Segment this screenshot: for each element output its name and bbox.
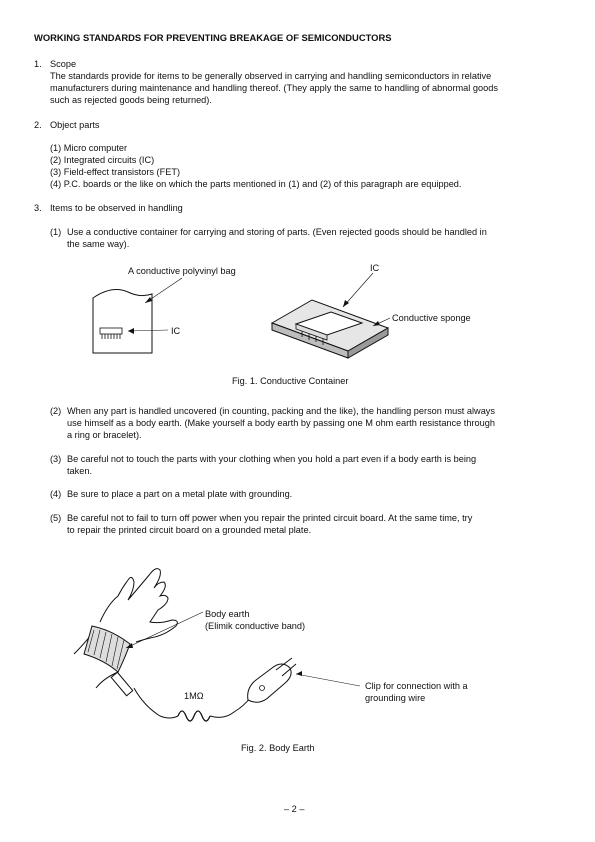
ground-wire-right [210,698,250,717]
label-body-earth: Body earth [205,609,250,619]
label-conductive-bag: A conductive polyvinyl bag [128,266,236,276]
section-2-number: 2. [34,120,42,130]
item-4-number: (4) [50,489,62,499]
item-1-line: the same way). [67,239,130,249]
body-earth-leader-line [126,612,203,648]
band-connector [111,672,133,696]
section-1-line: such as rejected goods being returned). [50,95,212,105]
polyvinyl-bag-shape [93,290,152,353]
conductive-wrist-band [84,626,130,672]
section-1-line: manufacturers during maintenance and handling thereof. (They apply the same to handling of abnormal goods [50,83,498,93]
ic-pins [102,334,120,339]
resistor-1mohm [178,711,210,721]
item-2-line: a ring or bracelet). [67,430,142,440]
item-5-line: to repair the printed circuit board on a grounded metal plate. [67,525,312,535]
section-2-item: (1) Micro computer [50,143,128,153]
section-2-item: (3) Field-effect transistors (FET) [50,167,181,177]
figure-1-caption: Fig. 1. Conductive Container [232,376,349,386]
clip-leader-line [296,674,360,686]
page-title: WORKING STANDARDS FOR PREVENTING BREAKAGE OF SEMICONDUCTORS [34,32,392,43]
label-body-earth-sub: (Elimik conductive band) [205,621,306,631]
section-1-heading: Scope [50,59,77,69]
item-1-number: (1) [50,227,62,237]
grounding-clip [248,664,291,702]
section-2-item: (4) P.C. boards or the like on which the parts mentioned in (1) and (2) of this paragraph are equipped. [50,179,462,189]
section-3-heading: Items to be observed in handling [50,203,183,213]
item-3-number: (3) [50,454,62,464]
item-2-line: use himself as a body earth. (Make yourself a body earth by passing one M ohm earth resistance through [67,418,495,428]
label-ic-sponge: IC [370,263,380,273]
ic-chip-in-bag [100,328,122,334]
section-3-number: 3. [34,203,42,213]
ic-leader-arrow [128,328,134,334]
figure-2-body-earth [0,560,595,740]
item-3-line: taken. [67,466,93,476]
item-5-line: Be careful not to fail to turn off power when you repair the printed circuit board. At the same time, try [67,513,473,523]
item-2-number: (2) [50,406,62,416]
label-ic-bag: IC [171,326,181,336]
figure-2-caption: Fig. 2. Body Earth [241,743,315,753]
label-clip: Clip for connection with a [365,681,468,691]
page-number: – 2 – [284,804,305,814]
label-conductive-sponge: Conductive sponge [392,313,471,323]
figure-1-conductive-container [0,255,595,390]
ground-wire-left [134,688,178,718]
label-resistor: 1MΩ [184,691,204,701]
item-5-number: (5) [50,513,62,523]
item-2-line: When any part is handled uncovered (in counting, packing and the like), the handling person must always [67,406,495,416]
label-clip-sub: grounding wire [365,693,426,703]
clip-leader-arrow [296,671,302,676]
item-4-line: Be sure to place a part on a metal plate with grounding. [67,489,293,499]
hand-outline [100,569,177,642]
section-1-number: 1. [34,59,42,69]
section-2-item: (2) Integrated circuits (IC) [50,155,155,165]
section-1-line: The standards provide for items to be generally observed in carrying and handling semiconductors in relative [50,71,492,81]
item-1-line: Use a conductive container for carrying and storing of parts. (Even rejected goods should be handled in [67,227,487,237]
item-3-line: Be careful not to touch the parts with your clothing when you hold a part even if a body earth is being [67,454,477,464]
section-2-heading: Object parts [50,120,100,130]
bag-leader-arrow [145,297,152,303]
